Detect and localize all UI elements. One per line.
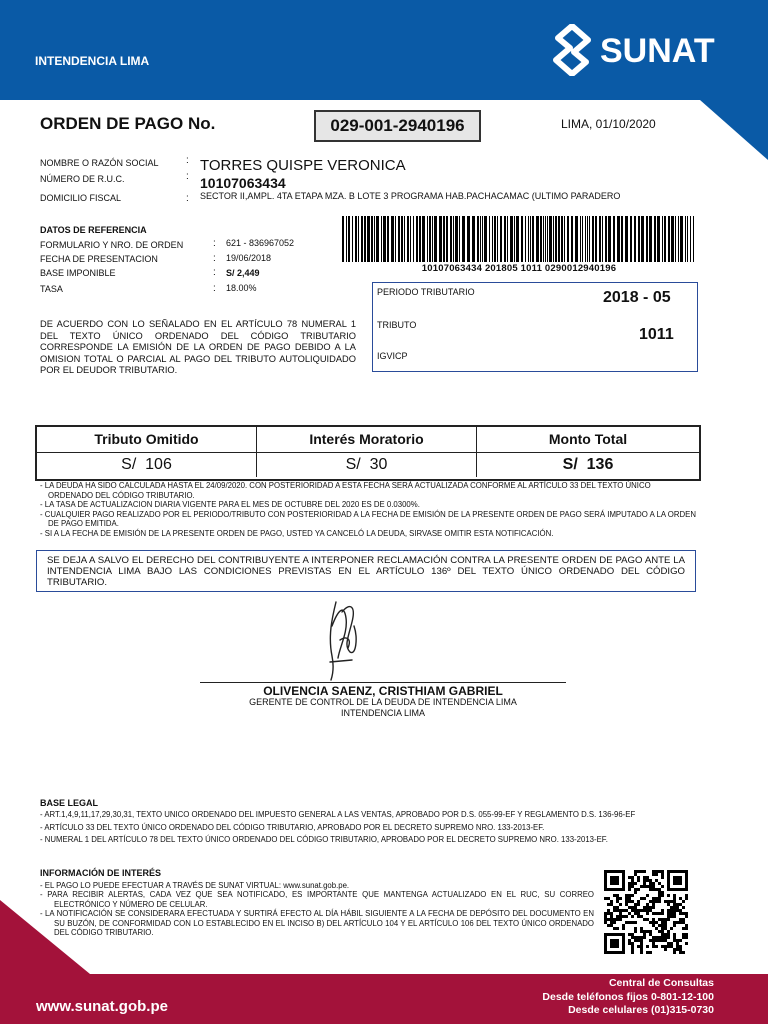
legal-list bbox=[40, 810, 686, 848]
colon: : bbox=[186, 193, 189, 204]
info-heading: INFORMACIÓN DE INTERÉS bbox=[40, 868, 162, 878]
tribute-label: TRIBUTO bbox=[377, 320, 417, 330]
period-value: 2018 - 05 bbox=[603, 289, 671, 306]
period-label: PERIODO TRIBUTARIO bbox=[377, 287, 475, 297]
period-box bbox=[372, 282, 698, 372]
footer-url[interactable]: www.sunat.gob.pe bbox=[36, 998, 168, 1015]
ruc-value: 10107063434 bbox=[200, 175, 286, 191]
reference-label: TASA bbox=[40, 284, 63, 294]
colon: : bbox=[213, 253, 216, 264]
address-value: SECTOR II,AMPL. 4TA ETAPA MZA. B LOTE 3 PROGRAMA HAB.PACHACAMAC (ULTIMO PARADERO bbox=[200, 191, 621, 201]
table-header: Interés Moratorio bbox=[257, 427, 477, 453]
page-title: ORDEN DE PAGO No. bbox=[40, 114, 216, 133]
colon: : bbox=[186, 171, 189, 182]
reference-label: FECHA DE PRESENTACION bbox=[40, 254, 158, 264]
colon: : bbox=[213, 238, 216, 249]
reference-value: 621 - 836967052 bbox=[226, 238, 295, 248]
ruc-label: NÚMERO DE R.U.C. bbox=[40, 174, 125, 184]
footer-contact bbox=[430, 977, 714, 1018]
contact-title: Central de Consultas bbox=[608, 977, 714, 989]
table-header: Monto Total bbox=[477, 427, 699, 453]
signature-line bbox=[200, 682, 566, 683]
barcode bbox=[342, 216, 696, 262]
omitted-amount: S/ 106 bbox=[37, 453, 257, 477]
taxpayer-name: TORRES QUISPE VERONICA bbox=[200, 157, 406, 174]
notes-list bbox=[40, 481, 696, 539]
barcode-text: 10107063434 201805 1011 0290012940196 bbox=[421, 263, 617, 274]
colon: : bbox=[213, 267, 216, 278]
rights-box: SE DEJA A SALVO EL DERECHO DEL CONTRIBUYENTE A INTERPONER RECLAMACIÓN CONTRA LA PRESENTE ORDEN DE PAGO ANTE LA INTENDENCIA LIMA BAJO LAS CONDICIONES PREVISTAS EN EL ARTÍCULO 136º DEL TEXTO ÚNICO ORDENADO DEL CÓDIGO TRIBUTARIO. bbox=[36, 550, 696, 592]
signer-role bbox=[200, 697, 566, 719]
note-item: - CUALQUIER PAGO REALIZADO POR EL PERIODO/TRIBUTO CON POSTERIORIDAD A LA FECHA DE EMISIÓN DE LA PRESENTE ORDEN DE PAGO SERÁ IMPUTADO A LA ORDEN DE PAGO EMITIDA. bbox=[40, 509, 696, 529]
tribute-value: 1011 bbox=[639, 326, 674, 343]
signer-name: OLIVENCIA SAENZ, CRISTHIAM GABRIEL bbox=[263, 684, 503, 698]
reference-value: 19/06/2018 bbox=[226, 253, 272, 263]
legal-item: - ARTÍCULO 33 DEL TEXTO ÚNICO ORDENADO DEL CÓDIGO TRIBUTARIO, APROBADO POR EL DECRETO SUPREMO NRO. 133-2013-EF. bbox=[40, 822, 545, 832]
sunat-logo-icon bbox=[548, 24, 596, 76]
sunat-logo bbox=[548, 24, 738, 76]
order-number: 029-001-2940196 bbox=[314, 110, 481, 142]
note-item: - LA TASA DE ACTUALIZACION DIARIA VIGENTE PARA EL MES DE OCTUBRE DEL 2020 ES DE 0.0300%. bbox=[40, 500, 420, 510]
contact-mobile: Desde celulares (01)315-0730 bbox=[568, 1004, 714, 1016]
contact-landline: Desde teléfonos fijos 0-801-12-100 bbox=[542, 990, 714, 1003]
legal-heading: BASE LEGAL bbox=[40, 798, 99, 808]
info-item: - PARA RECIBIR ALERTAS, CADA VEZ QUE SEA NOTIFICADO, ES IMPORTANTE QUE MANTENGA ACTUALIZADO EN EL RUC, SU CORREO ELECTRÓNICO Y NÚMERO DE CELULAR. bbox=[40, 890, 594, 909]
legal-paragraph: DE ACUERDO CON LO SEÑALADO EN EL ARTÍCULO 78 NUMERAL 1 DEL TEXTO ÚNICO ORDENADO DEL CÓDIGO TRIBUTARIO CORRESPONDE LA EMISIÓN DE LA ORDEN DE PAGO DEBIDO A LA OMISION TOTAL O PARCIAL AL PAGO DEL TRIBUTO AUTOLIQUIDADO POR EL DEUDOR TRIBUTARIO. bbox=[40, 319, 356, 375]
name-label: NOMBRE O RAZÓN SOCIAL bbox=[40, 158, 159, 168]
legal-item: - NUMERAL 1 DEL ARTÍCULO 78 DEL TEXTO ÚNICO ORDENADO DEL CÓDIGO TRIBUTARIO, APROBADO POR EL DECRETO SUPREMO NRO. 133-2013-EF. bbox=[40, 835, 608, 845]
place-date: LIMA, 01/10/2020 bbox=[561, 117, 656, 131]
legal-item: - ART.1,4,9,11,17,29,30,31, TEXTO UNICO ORDENADO DEL IMPUESTO GENERAL A LAS VENTAS, APROBADO POR D.S. 055-99-EF Y REGLAMENTO D.S. 136-96-EF bbox=[40, 810, 636, 819]
note-item: - SI A LA FECHA DE EMISIÓN DE LA PRESENTE ORDEN DE PAGO, USTED YA CANCELÓ LA DEUDA, SIRVASE OMITIR ESTA NOTIFICACIÓN. bbox=[40, 528, 554, 538]
signer-office: INTENDENCIA LIMA bbox=[340, 708, 425, 718]
reference-label: BASE IMPONIBLE bbox=[40, 268, 116, 278]
reference-value: S/ 2,449 bbox=[226, 268, 260, 278]
info-item: - EL PAGO LO PUEDE EFECTUAR A TRAVÉS DE SUNAT VIRTUAL: www.sunat.gob.pe. bbox=[40, 881, 350, 890]
amounts-table bbox=[35, 425, 701, 481]
interest-amount: S/ 30 bbox=[257, 453, 477, 477]
logo-text: SUNAT bbox=[600, 32, 715, 70]
reference-heading: DATOS DE REFERENCIA bbox=[40, 225, 147, 235]
reference-value: 18.00% bbox=[226, 283, 257, 293]
colon: : bbox=[213, 283, 216, 294]
reference-label: FORMULARIO Y NRO. DE ORDEN bbox=[40, 240, 184, 250]
signer-position: GERENTE DE CONTROL DE LA DEUDA DE INTENDENCIA LIMA bbox=[249, 697, 517, 707]
info-item: - LA NOTIFICACIÓN SE CONSIDERARA EFECTUADA Y SURTIRÁ EFECTO AL DÍA HÁBIL SIGUIENTE A LA FECHA DE DEPÓSITO DEL DOCUMENTO EN SU BUZÓN, DE CONFORMIDAD CON LO ESTABLECIDO EN EL INCISO B) DEL ARTÍCULO 104 Y EL ARTÍCULO 106 DEL TEXTO ÚNICO ORDENADO DEL CÓDIGO TRIBUTARIO. bbox=[40, 909, 594, 938]
signature-image bbox=[318, 596, 368, 682]
header-office: INTENDENCIA LIMA bbox=[35, 54, 150, 68]
tribute-name: IGVICP bbox=[377, 351, 408, 361]
note-item: - LA DEUDA HA SIDO CALCULADA HASTA EL 24/09/2020. CON POSTERIORIDAD A ESTA FECHA SERÁ ACTUALIZADA CONFORME AL ARTÍCULO 33 DEL TEXTO ÚNICO ORDENADO DEL CÓDIGO TRIBUTARIO. bbox=[40, 481, 651, 500]
address-label: DOMICILIO FISCAL bbox=[40, 193, 122, 203]
total-amount: S/ 136 bbox=[562, 456, 614, 473]
table-header: Tributo Omitido bbox=[37, 427, 257, 453]
colon: : bbox=[186, 155, 189, 166]
